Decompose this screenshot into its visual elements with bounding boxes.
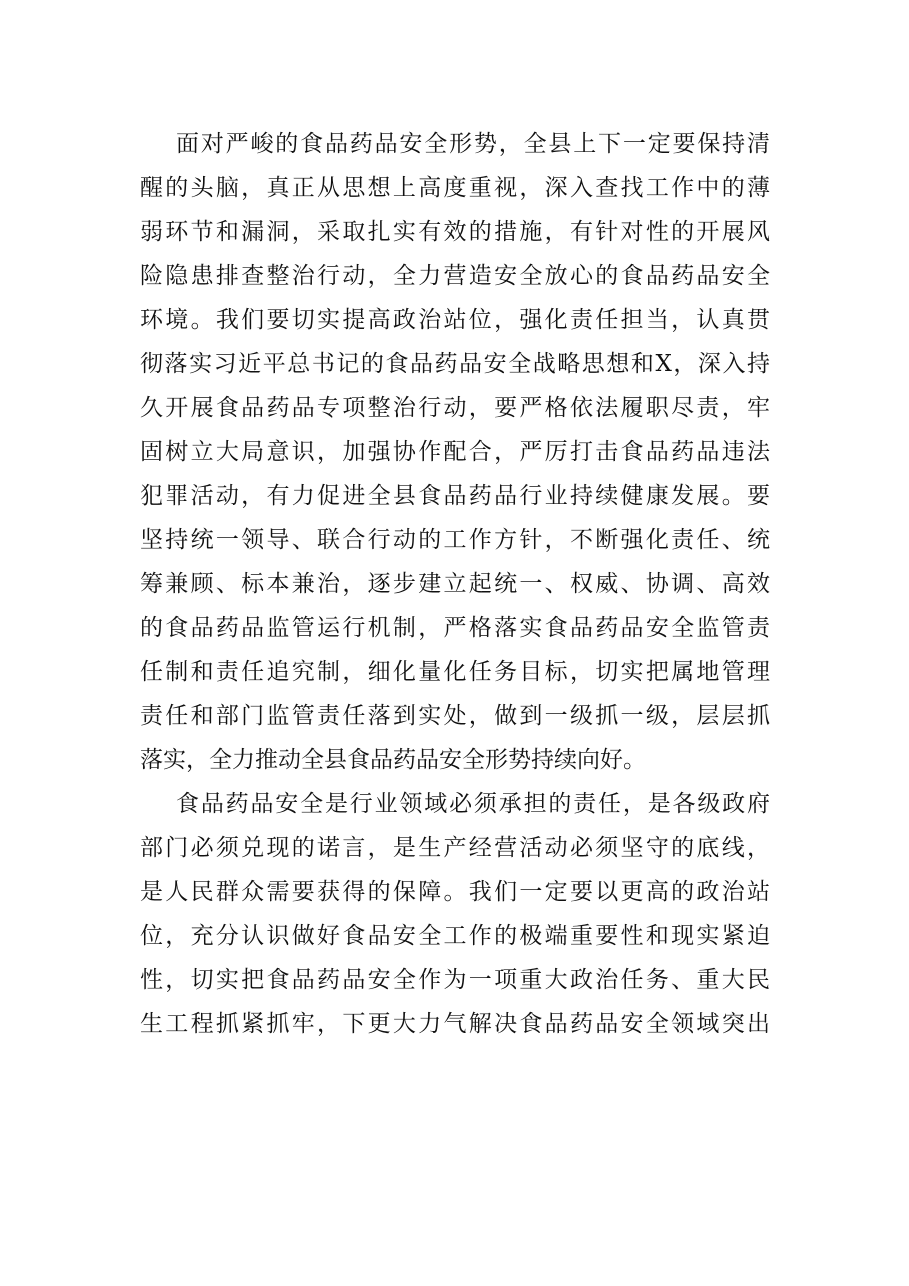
paragraph-1-line-5: 环境。我们要切实提高政治站位，强化责任担当，认真贯 [140,307,770,333]
paragraph-1-line-14: 责任和部门监管责任落到实处，做到一级抓一级，层层抓 [140,703,770,729]
paragraph-1-line-6: 彻落实习近平总书记的食品药品安全战略思想和X，深入持 [140,351,770,377]
paragraph-1-line-13: 任制和责任追究制，细化量化任务目标，切实把属地管理 [140,659,770,685]
paragraph-1-line-15: 落实，全力推动全县食品药品安全形势持续向好。 [140,747,646,773]
paragraph-1-line-3: 弱环节和漏洞，采取扎实有效的措施，有针对性的开展风 [140,219,770,245]
paragraph-1-line-11: 筹兼顾、标本兼治，逐步建立起统一、权威、协调、高效 [140,571,770,597]
paragraph-1-line-10: 坚持统一领导、联合行动的工作方针，不断强化责任、统 [140,527,770,553]
paragraph-1-line-12: 的食品药品监管运行机制，严格落实食品药品安全监管责 [140,615,770,641]
paragraph-1-line-8: 固树立大局意识，加强协作配合，严厉打击食品药品违法 [140,439,770,465]
paragraph-2-line-3: 是人民群众需要获得的保障。我们一定要以更高的政治站 [140,879,770,905]
paragraph-2-line-5: 性，切实把食品药品安全作为一项重大政治任务、重大民 [140,967,770,993]
paragraph-2-line-2: 部门必须兑现的诺言，是生产经营活动必须坚守的底线， [140,835,770,861]
paragraph-1-line-2: 醒的头脑，真正从思想上高度重视，深入查找工作中的薄 [140,175,770,201]
paragraph-2-line-4: 位，充分认识做好食品安全工作的极端重要性和现实紧迫 [140,923,770,949]
paragraph-1-line-7: 久开展食品药品专项整治行动，要严格依法履职尽责，牢 [140,395,770,421]
paragraph-2-line-1: 食品药品安全是行业领域必须承担的责任，是各级政府 [176,791,770,817]
paragraph-1-line-1: 面对严峻的食品药品安全形势，全县上下一定要保持清 [176,131,770,157]
paragraph-2-line-6: 生工程抓紧抓牢，下更大力气解决食品药品安全领域突出 [140,1011,770,1037]
paragraph-1-line-4: 险隐患排查整治行动，全力营造安全放心的食品药品安全 [140,263,770,289]
paragraph-1-line-9: 犯罪活动，有力促进全县食品药品行业持续健康发展。要 [140,483,770,509]
